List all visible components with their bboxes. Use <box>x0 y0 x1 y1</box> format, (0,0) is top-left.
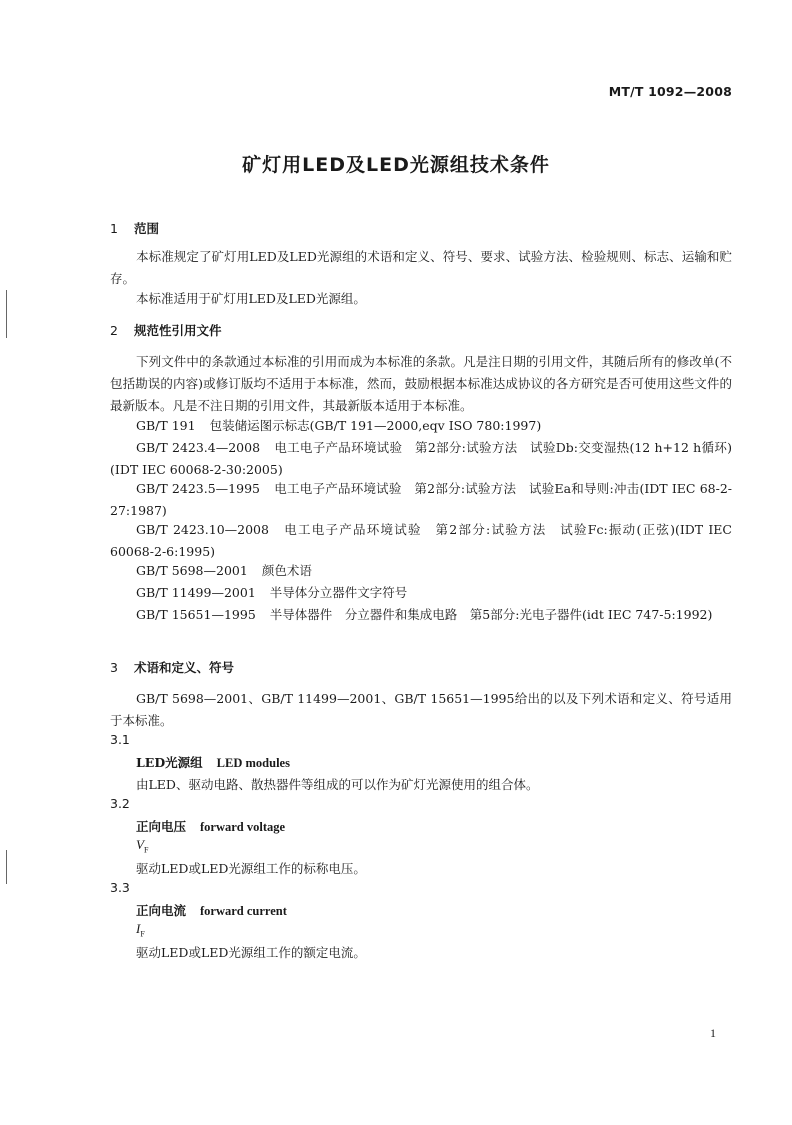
term-entry <box>136 901 287 919</box>
term-zh: 正向电流 <box>136 903 187 918</box>
reference-code: GB/T 15651—1995 <box>136 607 256 622</box>
term-en: forward voltage <box>200 820 286 834</box>
terms-intro: GB/T 5698—2001、GB/T 11499—2001、GB/T 15651—1995给出的以及下列术语和定义、符号适用于本标准。 <box>110 691 732 728</box>
term-en: forward current <box>200 904 287 918</box>
reference-item <box>110 415 732 437</box>
section-1-heading <box>110 219 159 237</box>
reference-title: 半导体器件 分立器件和集成电路 第5部分:光电子器件(idt IEC 747-5:1992) <box>269 607 713 622</box>
clause-number: 3.2 <box>110 796 130 811</box>
term-zh: LED光源组 <box>136 755 203 770</box>
reference-code: GB/T 2423.4—2008 <box>136 440 261 455</box>
section-title: 术语和定义、符号 <box>134 660 235 675</box>
term-entry <box>136 753 290 771</box>
reference-title: 电工电子产品环境试验 第2部分:试验方法 试验Db:交变湿热(12 h+12 h循环)(IDT IEC 60068-2-30:2005) <box>110 440 732 477</box>
scan-binding-mark <box>6 290 7 338</box>
clause-number: 3.1 <box>110 732 130 747</box>
reference-item <box>110 437 732 481</box>
term-en: LED modules <box>216 756 290 770</box>
reference-item <box>110 604 732 626</box>
reference-title: 包装储运图示标志(GB/T 191—2000,eqv ISO 780:1997) <box>209 418 542 433</box>
scope-paragraph-2: 本标准适用于矿灯用LED及LED光源组。 <box>136 291 366 306</box>
reference-code: GB/T 5698—2001 <box>136 563 248 578</box>
reference-code: GB/T 2423.5—1995 <box>136 481 260 496</box>
scan-binding-mark <box>6 850 7 884</box>
reference-title: 半导体分立器件文字符号 <box>269 585 408 600</box>
reference-item <box>110 519 732 563</box>
normative-references-intro: 下列文件中的条款通过本标准的引用而成为本标准的条款。凡是注日期的引用文件，其随后所有的修改单(不包括勘误的内容)或修订版均不适用于本标准，然而，鼓励根据本标准达成协议的各方研究是否可使用这些文件的最新版本。凡是不注日期的引用文件，其最新版本适用于本标准。 <box>110 354 732 413</box>
reference-code: GB/T 11499—2001 <box>136 585 256 600</box>
term-definition: 驱动LED或LED光源组工作的标称电压。 <box>136 861 366 876</box>
reference-title: 电工电子产品环境试验 第2部分:试验方法 试验Fc:振动(正弦)(IDT IEC 60068-2-6:1995) <box>110 522 732 559</box>
term-zh: 正向电压 <box>136 819 187 834</box>
term-symbol: $I_F$ <box>136 921 145 939</box>
section-number: 1 <box>110 221 118 236</box>
clause-number: 3.3 <box>110 880 130 895</box>
reference-item <box>110 560 732 582</box>
section-number: 3 <box>110 660 118 675</box>
page-number: 1 <box>710 1026 716 1040</box>
reference-item <box>110 582 732 604</box>
standard-number: MT/T 1092—2008 <box>608 84 732 99</box>
section-3-heading <box>110 658 234 676</box>
document-title: 矿灯用LED及LED光源组技术条件 <box>242 154 550 176</box>
reference-title: 电工电子产品环境试验 第2部分:试验方法 试验Ea和导则:冲击(IDT IEC 68-2-27:1987) <box>110 481 732 518</box>
term-definition: 驱动LED或LED光源组工作的额定电流。 <box>136 945 366 960</box>
reference-item <box>110 478 732 522</box>
term-symbol: $V_F$ <box>136 837 149 855</box>
section-2-heading <box>110 321 222 339</box>
section-title: 规范性引用文件 <box>134 323 222 338</box>
section-number: 2 <box>110 323 118 338</box>
scope-paragraph-1: 本标准规定了矿灯用LED及LED光源组的术语和定义、符号、要求、试验方法、检验规则、标志、运输和贮存。 <box>110 249 732 286</box>
term-entry <box>136 817 285 835</box>
reference-code: GB/T 2423.10—2008 <box>136 522 269 537</box>
section-title: 范围 <box>134 221 160 236</box>
reference-code: GB/T 191 <box>136 418 196 433</box>
term-definition: 由LED、驱动电路、散热器件等组成的可以作为矿灯光源使用的组合体。 <box>136 777 539 792</box>
reference-title: 颜色术语 <box>261 563 312 578</box>
